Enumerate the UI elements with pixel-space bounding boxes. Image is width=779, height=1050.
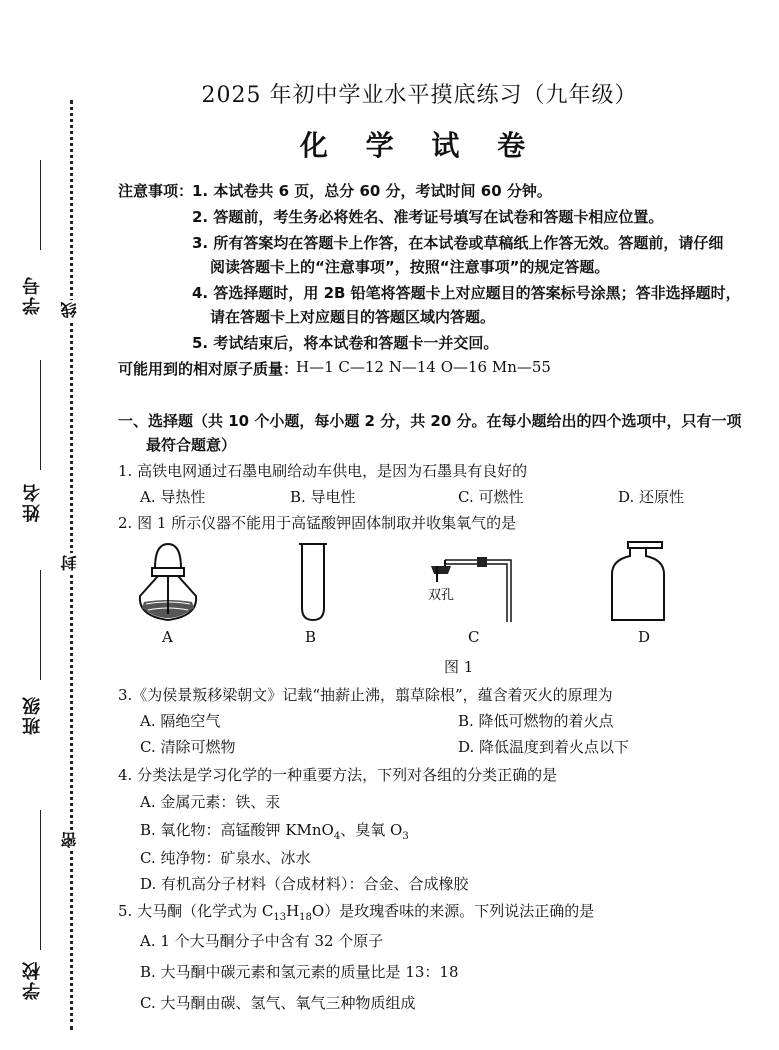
- q3-option-d: D. 降低温度到着火点以下: [458, 738, 630, 756]
- note-item-4-cont: 请在答题卡上对应题目的答题区域内答题。: [210, 308, 496, 326]
- q4-option-b: [140, 819, 409, 842]
- q3-option-c: C. 清除可燃物: [140, 738, 236, 756]
- q5-option-b: B. 大马酮中碳元素和氢元素的质量比是 13：18: [140, 963, 459, 981]
- q1-option-d: D. 还原性: [618, 488, 685, 506]
- note-item-1: 1. 本试卷共 6 页，总分 60 分，考试时间 60 分钟。: [192, 182, 552, 200]
- gas-bottle-figure: [608, 538, 668, 624]
- q5-stem-h: H: [286, 902, 300, 920]
- seal-secret-char: 密: [60, 832, 79, 848]
- atomic-mass-values: H—1 C—12 N—14 O—16 Mn—55: [296, 358, 551, 376]
- q5-option-a: A. 1 个大马酮分子中含有 32 个原子: [140, 932, 384, 950]
- note-item-4: 4. 答选择题时，用 2B 铅笔将答题卡上对应题目的答案标号涂黑；答非选择题时，: [192, 284, 741, 302]
- section1-heading-cont: 最符合题意）: [146, 436, 237, 454]
- alcohol-lamp-figure: [128, 538, 208, 630]
- name-label: 姓名: [22, 482, 43, 522]
- q3-stem: 3.《为侯景叛移梁朝文》记载“抽薪止沸，翦草除根”，蕴含着灭火的原理为: [118, 686, 613, 704]
- q4-stem: 4. 分类法是学习化学的一种重要方法，下列对各组的分类正确的是: [118, 766, 558, 784]
- class-label: 班级: [22, 695, 43, 735]
- exam-subject: 化 学 试 卷: [299, 129, 540, 162]
- figure-d-label: D: [638, 628, 651, 646]
- figure-1-caption: 图 1: [444, 658, 474, 676]
- q1-option-b: B. 导电性: [290, 488, 356, 506]
- note-item-2: 2. 答题前，考生务必将姓名、准考证号填写在试卷和答题卡相应位置。: [192, 208, 664, 226]
- notes-label: 注意事项：: [118, 182, 194, 200]
- q1-option-c: C. 可燃性: [458, 488, 524, 506]
- figure-c-label: C: [468, 628, 480, 646]
- stopper-label: 双孔: [428, 588, 455, 603]
- student-id-blank: [40, 160, 41, 250]
- q1-option-a: A. 导热性: [140, 488, 206, 506]
- student-id-label: 学号: [22, 275, 43, 315]
- q4-option-d: D. 有机高分子材料（合成材料）：合金、合成橡胶: [140, 875, 469, 893]
- note-item-3-cont: 阅读答题卡上的“注意事项”，按照“注意事项”的规定答题。: [210, 258, 610, 276]
- q4-option-a: A. 金属元素：铁、汞: [140, 793, 281, 811]
- q1-stem: 1. 高铁电网通过石墨电刷给动车供电，是因为石墨具有良好的: [118, 462, 528, 480]
- q4-option-b-mid: 、臭氧 O: [340, 821, 403, 839]
- school-label: 学校: [22, 960, 43, 1000]
- school-blank: [40, 810, 41, 950]
- q5-stem-text: 5. 大马酮（化学式为 C: [118, 902, 274, 920]
- q4-option-b-sub2: 3: [402, 831, 409, 842]
- seal-seal-char: 封: [60, 555, 79, 571]
- class-blank: [40, 570, 41, 680]
- note-item-5: 5. 考试结束后，将本试卷和答题卡一并交回。: [192, 334, 499, 352]
- q5-stem-sub1: 13: [273, 912, 287, 923]
- q5-option-c: C. 大马酮由碳、氢气、氧气三种物质组成: [140, 994, 416, 1012]
- section1-heading: 一、选择题（共 10 个小题，每小题 2 分，共 20 分。在每小题给出的四个选项中，只有一项: [118, 412, 742, 430]
- q3-option-a: A. 隔绝空气: [140, 712, 221, 730]
- atomic-mass-label: 可能用到的相对原子质量：: [118, 360, 299, 378]
- test-tube-figure: [296, 540, 330, 624]
- q5-stem-sub2: 18: [299, 912, 312, 923]
- q5-stem: [118, 900, 594, 923]
- q5-stem-post: O）是玫瑰香味的来源。下列说法正确的是: [311, 902, 595, 920]
- seal-line-char: 线: [60, 302, 79, 318]
- q4-option-b-sub1: 4: [333, 831, 341, 842]
- name-blank: [40, 360, 41, 470]
- figure-b-label: B: [305, 628, 317, 646]
- q2-stem: 2. 图 1 所示仪器不能用于高锰酸钾固体制取并收集氧气的是: [118, 514, 517, 532]
- figure-a-label: A: [162, 628, 173, 646]
- note-item-3: 3. 所有答案均在答题卡上作答，在本试卷或草稿纸上作答无效。答题前，请仔细: [192, 234, 724, 252]
- q4-option-b-text: B. 氧化物：高锰酸钾 KMnO: [140, 821, 334, 839]
- q3-option-b: B. 降低可燃物的着火点: [458, 712, 614, 730]
- q4-option-c: C. 纯净物：矿泉水、冰水: [140, 849, 311, 867]
- exam-title: 2025 年初中学业水平摸底练习（九年级）: [201, 83, 638, 108]
